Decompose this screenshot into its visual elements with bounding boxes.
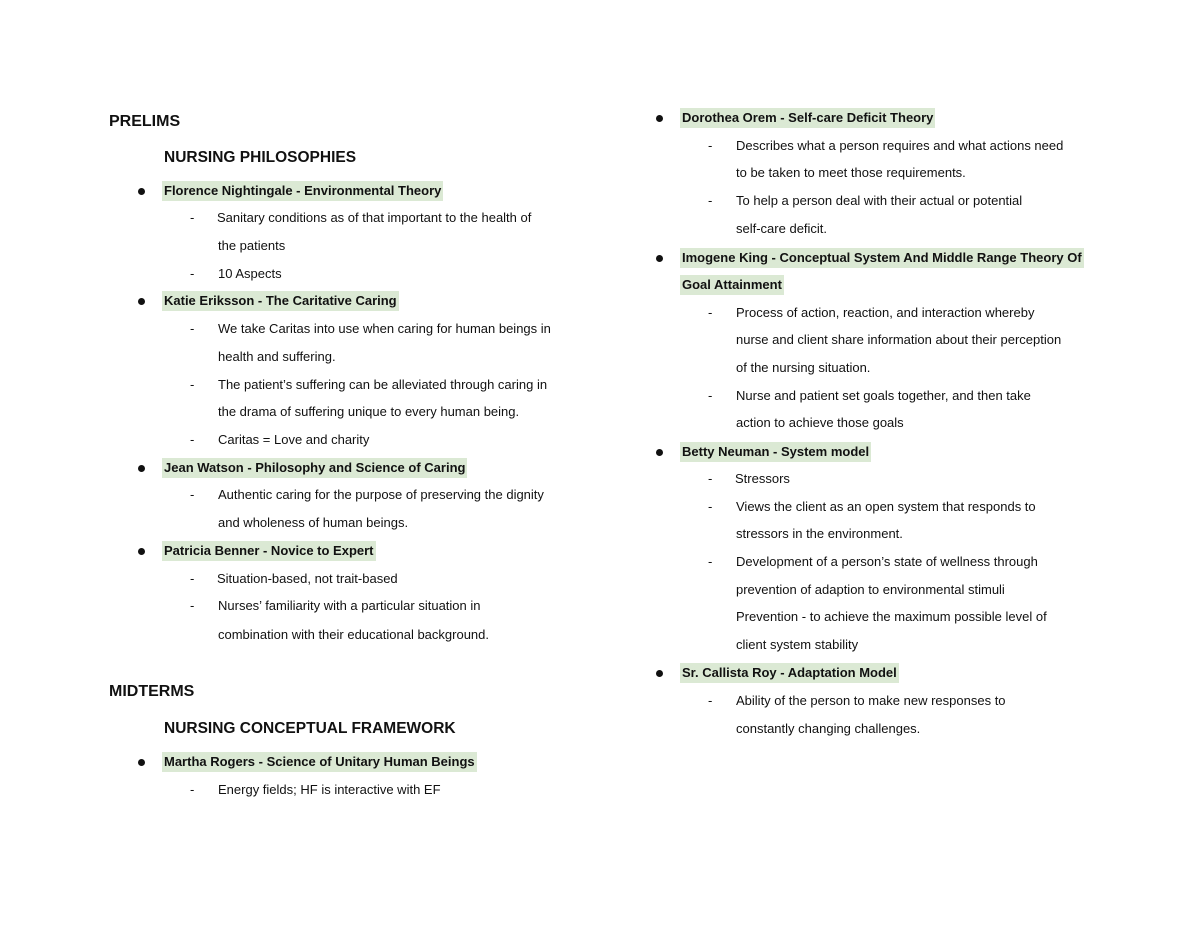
list-item: the drama of suffering unique to every human being. (218, 404, 520, 419)
bullet-icon (138, 298, 145, 305)
prelims-heading: PRELIMS (109, 113, 181, 130)
theorist-title: Martha Rogers - Science of Unitary Human Beings (162, 752, 477, 772)
list-item: health and suffering. (218, 349, 336, 364)
list-item: stressors in the environment. (736, 526, 903, 541)
list-item: Nurses’ familiarity with a particular situation in (218, 598, 481, 613)
list-item: client system stability (736, 637, 859, 652)
dash-icon: - (190, 432, 195, 447)
dash-icon: - (708, 499, 713, 514)
list-item: combination with their educational background. (218, 627, 490, 642)
bullet-icon (138, 548, 145, 555)
list-item: The patient’s suffering can be alleviated through caring in (218, 377, 548, 392)
theorist-title: Florence Nightingale - Environmental Theory (162, 181, 443, 201)
list-item: We take Caritas into use when caring for human beings in (218, 321, 551, 336)
nursing-conceptual-framework-heading: NURSING CONCEPTUAL FRAMEWORK (164, 720, 456, 737)
list-item: Prevention - to achieve the maximum possible level of (736, 609, 1047, 624)
dash-icon: - (708, 193, 713, 208)
bullet-icon (138, 188, 145, 195)
dash-icon: - (190, 598, 195, 613)
list-item: 10 Aspects (218, 266, 282, 281)
dash-icon: - (190, 782, 195, 797)
theorist-title: Jean Watson - Philosophy and Science of Caring (162, 458, 467, 478)
list-item: of the nursing situation. (736, 360, 871, 375)
dash-icon: - (190, 266, 195, 281)
list-item: Describes what a person requires and what actions need (736, 138, 1064, 153)
list-item: and wholeness of human beings. (218, 515, 409, 530)
bullet-icon (656, 449, 663, 456)
bullet-item (656, 248, 1096, 269)
theorist-title: Katie Eriksson - The Caritative Caring (162, 291, 399, 311)
list-item: Nurse and patient set goals together, and then take (736, 388, 1031, 403)
list-item: To help a person deal with their actual or potential (736, 193, 1023, 208)
dash-icon: - (708, 388, 713, 403)
dash-icon: - (190, 377, 195, 392)
dash-icon: - (708, 471, 713, 486)
bullet-icon (138, 759, 145, 766)
list-item: nurse and client share information about their perception (736, 332, 1062, 347)
list-item: Situation-based, not trait-based (217, 571, 398, 586)
bullet-icon (656, 255, 663, 262)
bullet-icon (656, 670, 663, 677)
dash-icon: - (190, 321, 195, 336)
midterms-heading: MIDTERMS (109, 683, 195, 700)
list-item: Sanitary conditions as of that important to the health of (217, 210, 532, 225)
theorist-title: Betty Neuman - System model (680, 442, 871, 462)
nursing-philosophies-heading: NURSING PHILOSOPHIES (164, 149, 357, 166)
theorist-title: Sr. Callista Roy - Adaptation Model (680, 663, 899, 683)
list-item: Caritas = Love and charity (218, 432, 370, 447)
bullet-icon (656, 115, 663, 122)
list-item: Development of a person’s state of wellness through (736, 554, 1038, 569)
theorist-title: Dorothea Orem - Self-care Deficit Theory (680, 108, 935, 128)
theorist-title: Goal Attainment (680, 275, 784, 295)
dash-icon: - (190, 571, 195, 586)
list-item: prevention of adaption to environmental stimuli (736, 582, 1005, 597)
list-item: Process of action, reaction, and interaction whereby (736, 305, 1035, 320)
dash-icon: - (708, 554, 713, 569)
list-item: Stressors (735, 471, 790, 486)
list-item: self-care deficit. (736, 221, 828, 236)
list-item: the patients (218, 238, 286, 253)
list-item: Ability of the person to make new responses to (736, 693, 1006, 708)
bullet-icon (138, 465, 145, 472)
dash-icon: - (190, 487, 195, 502)
list-item: to be taken to meet those requirements. (736, 165, 966, 180)
list-item: Authentic caring for the purpose of preserving the dignity (218, 487, 544, 502)
dash-icon: - (708, 138, 713, 153)
list-item: action to achieve those goals (736, 415, 904, 430)
dash-icon: - (708, 305, 713, 320)
dash-icon: - (190, 210, 195, 225)
list-item: constantly changing challenges. (736, 721, 921, 736)
theorist-title: Imogene King - Conceptual System And Middle Range Theory Of (680, 248, 1084, 268)
dash-icon: - (708, 693, 713, 708)
list-item: Energy fields; HF is interactive with EF (218, 782, 441, 797)
theorist-title: Patricia Benner - Novice to Expert (162, 541, 376, 561)
list-item: Views the client as an open system that responds to (736, 499, 1036, 514)
